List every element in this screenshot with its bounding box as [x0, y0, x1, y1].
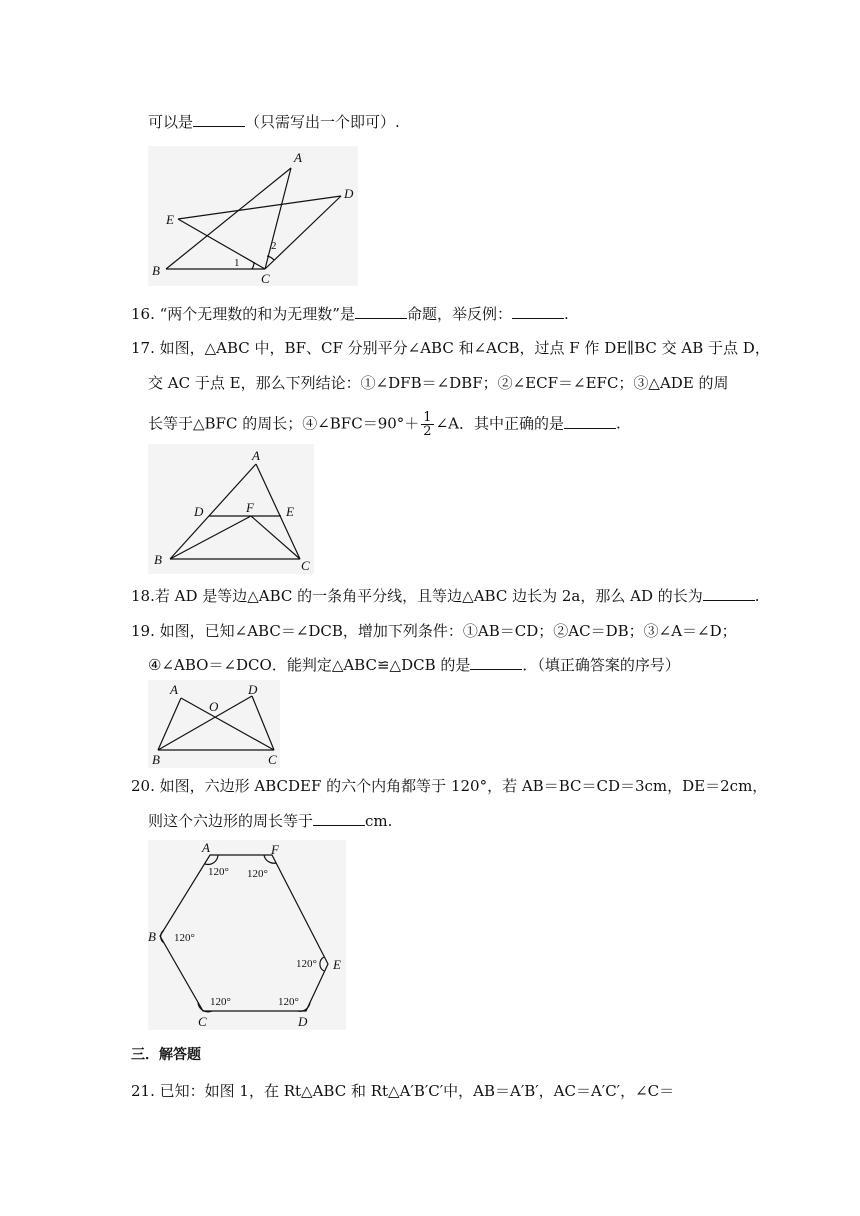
q17-text-3c: .: [615, 414, 621, 433]
label-C: C: [261, 271, 270, 286]
answer-blank[interactable]: [313, 811, 365, 826]
q19-line-1: [131, 621, 737, 641]
figure-q20: [148, 840, 346, 1030]
label-D: D: [248, 682, 258, 697]
angle-label-C: 120°: [210, 996, 231, 1008]
q19-text-2a: ④∠ABO＝∠DCO．能判定△ABC≌△DCB 的是: [148, 656, 471, 674]
q19-text-2b: ．（填正确答案的序号）: [522, 656, 680, 674]
label-angle-1: 1: [234, 257, 240, 269]
label-B: B: [152, 263, 160, 278]
q18-text-end: .: [754, 587, 760, 605]
q19-line-2: [148, 655, 680, 675]
q20-line-2: [148, 811, 392, 831]
q19-text-1: 如图，已知∠ABC＝∠DCB，增加下列条件：①AB＝CD；②AC＝DB；③∠A＝∠D；: [159, 622, 737, 640]
q18: [131, 586, 760, 606]
answer-blank[interactable]: [193, 112, 245, 127]
answer-blank[interactable]: [512, 304, 564, 319]
label-O: O: [209, 699, 219, 714]
label-D: D: [194, 504, 204, 519]
answer-blank[interactable]: [564, 414, 616, 429]
label-angle-2: 2: [271, 240, 277, 252]
fraction-one-half: [421, 411, 433, 438]
q17-line-2: [148, 373, 729, 393]
label-A: A: [170, 682, 178, 697]
answer-blank[interactable]: [355, 304, 407, 319]
label-B: B: [148, 929, 156, 944]
figure-q19: [148, 680, 280, 768]
label-D: D: [344, 186, 354, 201]
q16-text-c: .: [564, 305, 569, 323]
q17-text-1: 如图，△ABC 中，BF、CF 分别平分∠ABC 和∠ACB，过点 F 作 DE∥BC 交 AB 于点 D，: [159, 339, 770, 357]
label-E: E: [166, 212, 174, 227]
figure-q17: [148, 444, 314, 574]
q21-line-1: [131, 1081, 674, 1101]
angle-label-D: 120°: [278, 996, 299, 1008]
q21-text-1: 已知：如图 1，在 Rt△ABC 和 Rt△A′B′C′中，AB＝A′B′，AC＝A′C′，∠C＝: [159, 1082, 675, 1100]
section-heading: 三．解答题: [131, 1047, 201, 1063]
question-number: 18.: [131, 587, 155, 605]
label-B: B: [154, 552, 162, 567]
angle-label-B: 120°: [174, 932, 195, 944]
fraction-numerator: 1: [423, 410, 432, 425]
question-number: 20.: [131, 777, 155, 795]
figure-q15: [148, 146, 358, 286]
angle-label-A: 120°: [208, 866, 229, 878]
label-E: E: [286, 504, 294, 519]
q20-text-2a: 则这个六边形的周长等于: [148, 812, 314, 830]
label-D: D: [298, 1014, 308, 1029]
q20-line-1: [131, 776, 767, 796]
question-number: 21.: [131, 1082, 155, 1100]
label-C: C: [198, 1014, 207, 1029]
q17-text-3b: ∠A．其中正确的是: [435, 414, 564, 433]
label-B: B: [152, 752, 160, 767]
question-number: 16.: [131, 305, 155, 323]
q17-line-3: [148, 411, 621, 438]
label-C: C: [301, 558, 310, 573]
q17-text-3a: 长等于△BFC 的周长；④∠BFC＝90°＋: [148, 414, 420, 433]
angle-label-F: 120°: [247, 868, 268, 880]
label-C: C: [268, 752, 277, 767]
angle-label-E: 120°: [296, 958, 317, 970]
q20-text-2b: cm.: [365, 812, 393, 830]
q15-text-post: （只需写出一个即可）.: [245, 113, 400, 131]
fraction-denominator: 2: [423, 424, 432, 439]
q15-text-pre: 可以是: [148, 113, 194, 131]
q16-text-b: 命题，举反例：: [406, 305, 512, 323]
label-A: A: [252, 448, 260, 463]
q16: [131, 304, 569, 324]
q17-line-1: [131, 338, 770, 358]
question-number: 17.: [131, 339, 155, 357]
label-F: F: [271, 842, 279, 857]
q16-text-a: “两个无理数的和为无理数”是: [159, 305, 355, 323]
label-A: A: [202, 840, 210, 855]
q15-tail: [148, 112, 400, 132]
q17-text-2: 交 AC 于点 E，那么下列结论：①∠DFB＝∠DBF；②∠ECF＝∠EFC；③△ADE 的周: [148, 374, 729, 392]
answer-blank[interactable]: [703, 586, 755, 601]
q18-text: 若 AD 是等边△ABC 的一条角平分线，且等边△ABC 边长为 2a，那么 AD 的长为: [154, 587, 703, 605]
question-number: 19.: [131, 622, 155, 640]
answer-blank[interactable]: [470, 655, 522, 670]
q20-text-1: 如图，六边形 ABCDEF 的六个内角都等于 120°，若 AB＝BC＝CD＝3cm，DE＝2cm，: [159, 777, 768, 795]
label-A: A: [294, 150, 302, 165]
label-E: E: [333, 957, 341, 972]
label-F: F: [246, 500, 254, 515]
